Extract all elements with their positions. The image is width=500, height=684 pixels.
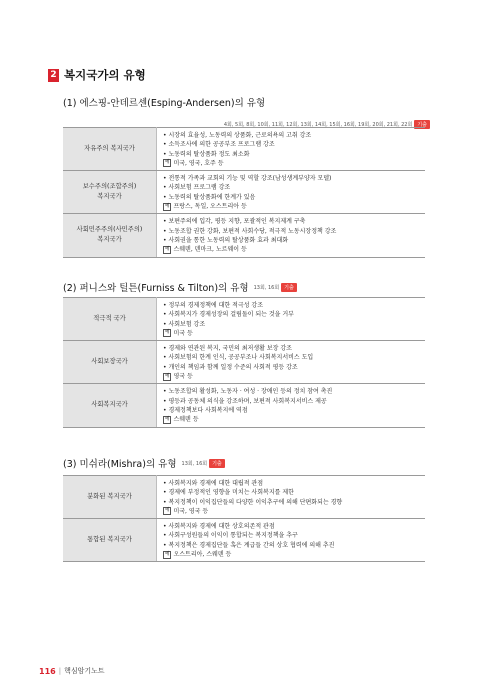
subsection-title-mishra	[63, 456, 225, 470]
example-line	[163, 550, 419, 559]
example-text: 스웨덴 등	[173, 416, 199, 424]
table-row	[63, 341, 425, 384]
subsection-title-text: (1) 에스핑-안데르센(Esping-Andersen)의 유형	[63, 98, 266, 109]
example-line	[163, 329, 419, 338]
bullet-item: • 사회복지가 경제성장의 걸림돌이 되는 것을 거부	[163, 310, 419, 319]
bullet-item: • 정부의 경제정책에 대한 적극성 강조	[163, 301, 419, 310]
bullet-item: • 시장의 효율성, 노동력의 상품화, 근로의욕의 고취 강조	[163, 131, 419, 140]
table-row	[63, 476, 425, 519]
bullet-item: • 사회복지와 경제에 대한 대립적 관점	[163, 479, 419, 488]
page-footer	[39, 666, 105, 676]
bullet-item: • 사회보험 프로그램 강조	[163, 183, 419, 192]
bullet-item: • 경제에 부정적인 영향을 미치는 사회복지를 제한	[163, 488, 419, 497]
row-label	[63, 128, 157, 171]
example-mark: 예	[165, 246, 170, 252]
row-label	[63, 384, 157, 427]
bullet-item: • 노동조합의 활성화, 노동자 · 여성 · 장애인 등의 정치 참여 촉진	[163, 387, 419, 396]
exam-tag-badge: 기출	[414, 120, 430, 129]
row-content	[157, 214, 426, 257]
table-furniss-tilton	[63, 297, 425, 428]
bullet-item: • 사회보험의 한계 인식, 공공부조나 사회복지서비스 도입	[163, 353, 419, 362]
section-header	[48, 67, 146, 83]
table-row	[63, 214, 425, 257]
subsection-title-esping-andersen	[63, 95, 265, 109]
exam-tag-badge: 기출	[209, 459, 225, 468]
bullet-item: • 평등과 공동체 의식을 강조하며, 보편적 사회복지서비스 제공	[163, 397, 419, 406]
table-esping-andersen	[63, 127, 425, 258]
example-line	[163, 202, 419, 211]
section-number-badge: 2	[48, 69, 59, 82]
bullet-item: • 사회구성원들의 이익이 통합되는 복지정책을 추구	[163, 531, 419, 540]
row-label	[63, 519, 157, 562]
footer-divider: |	[58, 667, 62, 675]
bullet-item: • 경제정책보다 사회복지에 역점	[163, 406, 419, 415]
row-label-line: 사회민주주의(사민주의)	[76, 226, 143, 234]
bullet-item: • 소득조사에 의한 공공부조 프로그램 강조	[163, 140, 419, 149]
row-label	[63, 476, 157, 519]
row-content	[157, 341, 426, 384]
subsection-title-text: (2) 퍼니스와 틸튼(Furniss & Tilton)의 유형	[63, 283, 249, 294]
example-mark: 예	[165, 551, 170, 557]
row-content	[157, 128, 426, 171]
example-line	[163, 159, 419, 168]
row-content	[157, 171, 426, 214]
row-label	[63, 214, 157, 257]
exam-rounds: 13회, 16회	[181, 460, 208, 467]
exam-rounds: 13회, 16회	[253, 284, 280, 291]
table-row	[63, 298, 425, 341]
example-text: 프랑스, 독일, 오스트리아 등	[173, 203, 247, 211]
row-content	[157, 298, 426, 341]
example-text: 스웨덴, 덴마크, 노르웨이 등	[173, 246, 247, 254]
subsection-title-text: (3) 미쉬라(Mishra)의 유형	[63, 459, 177, 470]
bullet-item: • 노동조합 권한 강화, 보편적 사회수당, 적극적 노동시장정책 강조	[163, 227, 419, 236]
bullet-item: • 전통적 가족과 교회의 기능 및 역할 강조(남성생계부양자 모델)	[163, 174, 419, 183]
example-mark: 예	[165, 203, 170, 209]
book-title: 핵심암기노트	[64, 667, 105, 675]
row-label	[63, 341, 157, 384]
example-mark: 예	[165, 160, 170, 166]
example-line	[163, 372, 419, 381]
row-label-line: 사회복지국가	[91, 401, 128, 409]
example-text: 미국, 영국, 호주 등	[173, 159, 224, 167]
section-title: 복지국가의 유형	[64, 68, 146, 82]
example-mark: 예	[165, 330, 170, 336]
bullet-item: • 보편주의에 입각, 평등 지향, 포괄적인 복지제계 구축	[163, 217, 419, 226]
row-label-line: 분화된 복지국가	[87, 493, 132, 501]
bullet-item: • 노동력의 탈상품화에 한계가 있음	[163, 193, 419, 202]
page-number: 116	[39, 666, 56, 676]
table-row	[63, 171, 425, 214]
exam-tag-badge: 기출	[281, 283, 297, 292]
example-line	[163, 507, 419, 516]
bullet-item: • 노동력의 탈상품화 정도 최소화	[163, 150, 419, 159]
row-content	[157, 384, 426, 427]
example-text: 미국, 영국 등	[173, 507, 209, 515]
example-text: 오스트리아, 스웨덴 등	[173, 551, 232, 559]
bullet-item: • 사회복지와 경제에 대한 상호의존적 관점	[163, 522, 419, 531]
row-label-line: 보수주의(조합주의)	[82, 183, 137, 191]
bullet-item: • 개인의 책임과 함께 일정 수준의 사회적 평등 강조	[163, 363, 419, 372]
table-row	[63, 384, 425, 427]
bullet-item: • 복지정책은 경제집단들 혹은 계급들 간의 상호 협력에 의해 추진	[163, 541, 419, 550]
example-mark: 예	[165, 373, 170, 379]
example-mark: 예	[165, 508, 170, 514]
row-label-line: 사회보장국가	[91, 358, 128, 366]
example-text: 영국 등	[173, 373, 193, 381]
row-content	[157, 476, 426, 519]
example-line	[163, 415, 419, 424]
example-mark: 예	[165, 416, 170, 422]
table-mishra	[63, 475, 425, 562]
bullet-item: • 복지정책이 이익집단들의 다양한 이익추구에 의해 단편화되는 경향	[163, 498, 419, 507]
bullet-item: • 사회보험 강조	[163, 320, 419, 329]
row-label	[63, 171, 157, 214]
row-label-line: 자유주의 복지국가	[84, 145, 135, 153]
example-line	[163, 245, 419, 254]
row-label	[63, 298, 157, 341]
row-label-line: 복지국가	[97, 193, 122, 201]
subsection-title-furniss-tilton	[63, 280, 297, 294]
example-text: 미국 등	[173, 329, 193, 337]
table-row	[63, 128, 425, 171]
row-label-line: 적극적 국가	[93, 315, 126, 323]
row-label-line: 통합된 복지국가	[87, 536, 132, 544]
bullet-item: • 사회권을 통한 노동력의 탈상품화 효과 최대화	[163, 236, 419, 245]
table-row	[63, 519, 425, 562]
bullet-item: • 경제와 연관된 복지, 국민의 최저생활 보장 강조	[163, 344, 419, 353]
row-label-line: 복지국가	[97, 236, 122, 244]
exam-rounds: 4회, 5회, 8회, 10회, 11회, 12회, 13회, 14회, 15회, 16회, 19회, 20회, 21회, 22회	[223, 122, 413, 128]
row-content	[157, 519, 426, 562]
